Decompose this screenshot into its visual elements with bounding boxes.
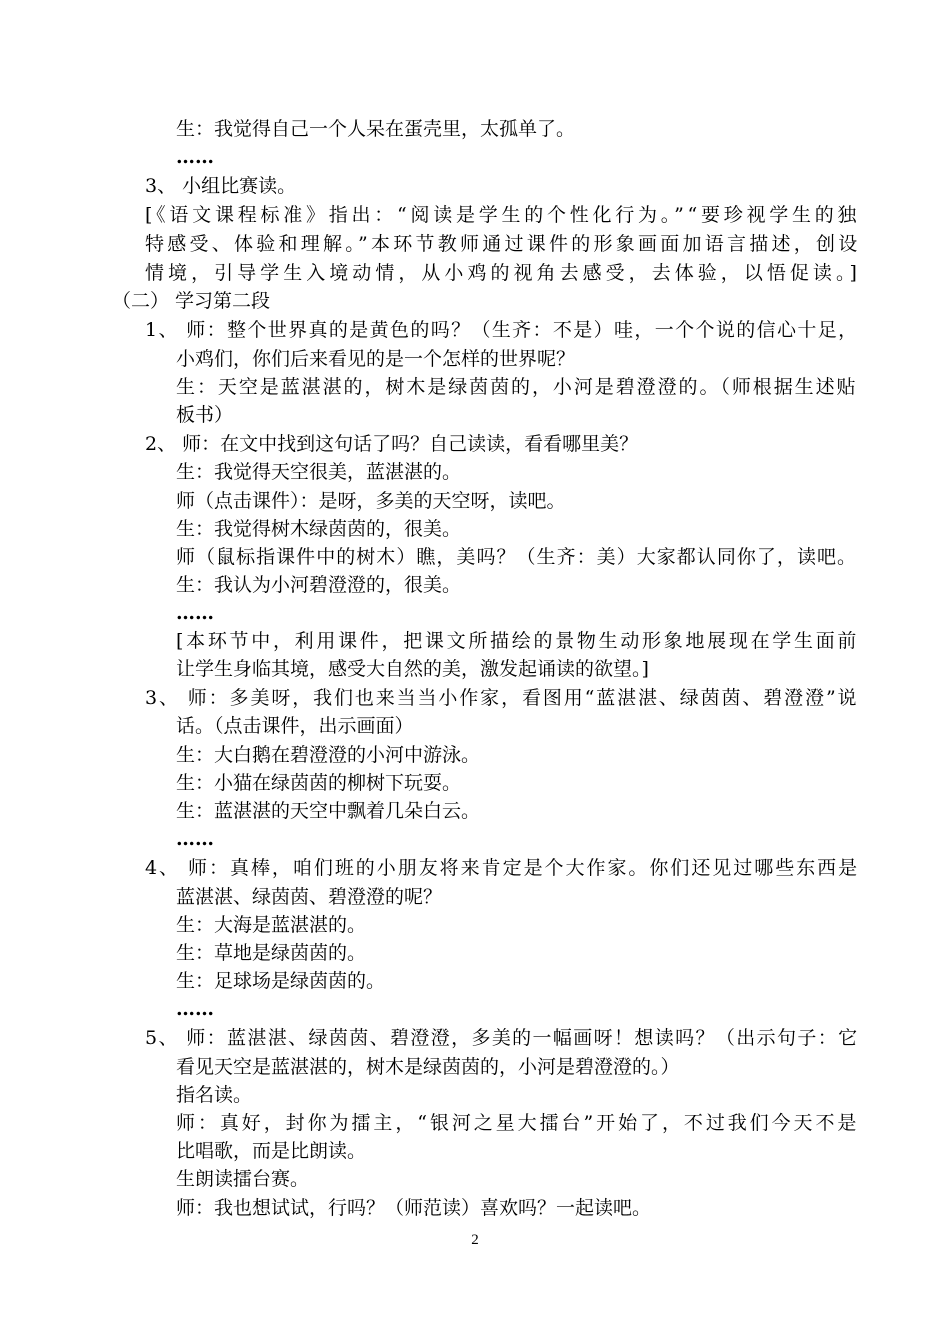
text-line: 生：天空是蓝湛湛的，树木是绿茵茵的，小河是碧澄澄的。（师根据生述贴 <box>176 376 858 398</box>
text-line: 师（鼠标指课件中的树木）瞧，美吗？（生齐：美）大家都认同你了，读吧。 <box>176 546 858 568</box>
list-item-heading: 3、 师：多美呀，我们也来当当小作家，看图用“蓝湛湛、绿茵茵、碧澄澄”说 <box>145 687 859 709</box>
text-line: 指名读。 <box>176 1084 253 1106</box>
annotation-line: 特感受、体验和理解。”本环节教师通过课件的形象画面加语言描述，创设 <box>145 233 861 255</box>
text-line: 师：我也想试试，行吗？（师范读）喜欢吗？一起读吧。 <box>176 1197 652 1219</box>
ellipsis: …… <box>176 602 214 624</box>
text-line: 蓝湛湛、绿茵茵、碧澄澄的呢？ <box>176 886 443 908</box>
text-line: 看见天空是蓝湛湛的，树木是绿茵茵的，小河是碧澄澄的。） <box>176 1056 680 1078</box>
text-line: 生：蓝湛湛的天空中飘着几朵白云。 <box>176 800 481 822</box>
text-line: 板书） <box>176 404 234 426</box>
section-heading: （二） 学习第二段 <box>112 290 271 312</box>
annotation-line: 让学生身临其境，感受大自然的美，激发起诵读的欲望。] <box>176 658 649 680</box>
text-line: 师（点击课件）：是呀，多美的天空呀，读吧。 <box>176 490 566 512</box>
annotation-line: [本环节中，利用课件，把课文所描绘的景物生动形象地展现在学生面前 <box>176 630 860 652</box>
text-line: 生朗读擂台赛。 <box>176 1168 310 1190</box>
ellipsis: …… <box>176 828 214 850</box>
list-item-heading: 5、 师：蓝湛湛、绿茵茵、碧澄澄，多美的一幅画呀！想读吗？（出示句子：它 <box>145 1027 859 1049</box>
text-line: 生：我觉得树木绿茵茵的，很美。 <box>176 518 462 540</box>
text-line: 生：足球场是绿茵茵的。 <box>176 970 386 992</box>
text-line: 生：我觉得自己一个人呆在蛋壳里，太孤单了。 <box>176 118 576 140</box>
text-line: 生：小猫在绿茵茵的柳树下玩耍。 <box>176 772 462 794</box>
list-item-heading: 2、 师：在文中找到这句话了吗？自己读读，看看哪里美？ <box>145 433 639 455</box>
list-item-heading: 4、 师：真棒，咱们班的小朋友将来肯定是个大作家。你们还见过哪些东西是 <box>145 857 860 879</box>
text-line: 生：我觉得天空很美，蓝湛湛的。 <box>176 461 462 483</box>
list-item-heading: 1、 师：整个世界真的是黄色的吗？（生齐：不是）哇，一个个说的信心十足， <box>145 319 859 341</box>
text-line: 生：草地是绿茵茵的。 <box>176 942 367 964</box>
text-line: 生：大海是蓝湛湛的。 <box>176 914 367 936</box>
page-number: 2 <box>471 1232 479 1248</box>
ellipsis: …… <box>176 146 214 168</box>
text-line: 师：真好，封你为擂主，“银河之星大擂台”开始了，不过我们今天不是 <box>176 1112 860 1134</box>
text-line: 生：大白鹅在碧澄澄的小河中游泳。 <box>176 744 481 766</box>
list-item-heading: 3、 小组比赛读。 <box>145 175 297 197</box>
ellipsis: …… <box>176 998 214 1020</box>
text-line: 话。（点击课件，出示画面） <box>176 715 414 737</box>
text-line: 比唱歌，而是比朗读。 <box>176 1140 367 1162</box>
text-line: 生：我认为小河碧澄澄的，很美。 <box>176 574 462 596</box>
annotation-line: [《语文课程标准》指出：“阅读是学生的个性化行为。”“要珍视学生的独 <box>145 204 861 226</box>
annotation-line: 情境，引导学生入境动情，从小鸡的视角去感受，去体验，以悟促读。] <box>145 262 861 284</box>
text-line: 小鸡们，你们后来看见的是一个怎样的世界呢？ <box>176 348 576 370</box>
